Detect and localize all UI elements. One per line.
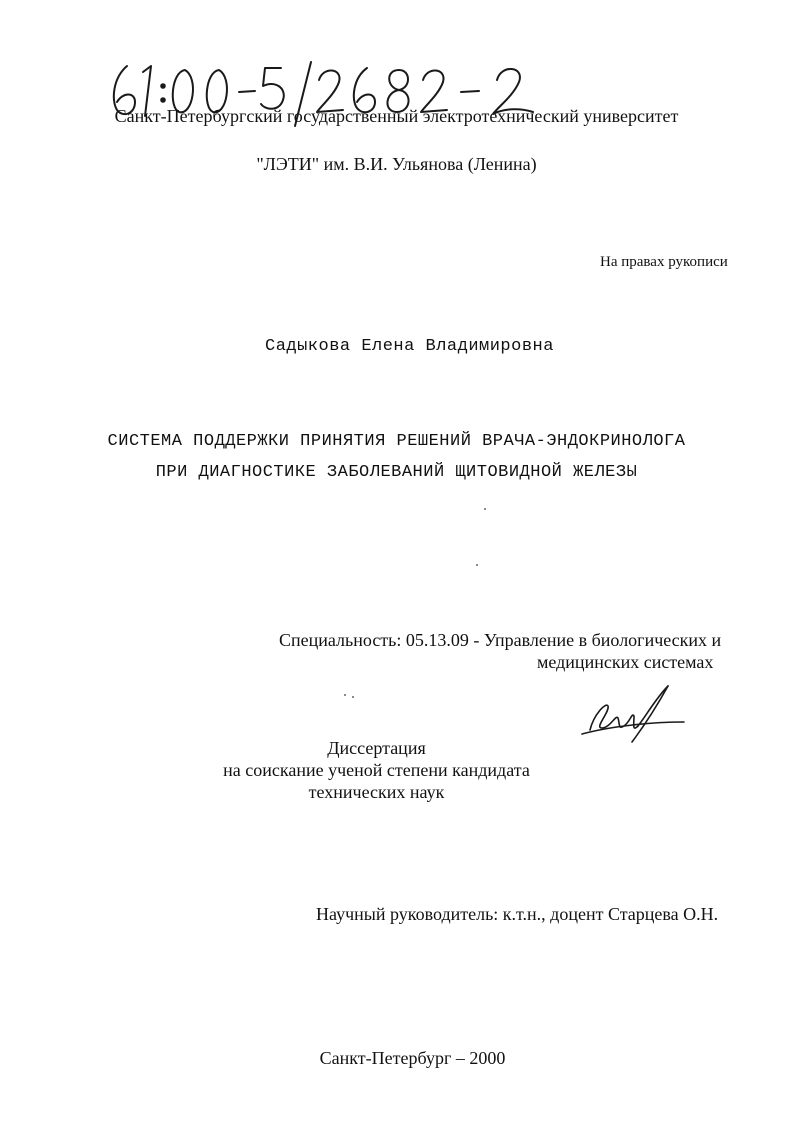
scan-speck bbox=[344, 694, 346, 696]
city-year: Санкт-Петербург – 2000 bbox=[319, 1048, 506, 1068]
title-line-1: СИСТЕМА ПОДДЕРЖКИ ПРИНЯТИЯ РЕШЕНИЙ ВРАЧА-ЭНДОКРИНОЛОГА bbox=[107, 432, 686, 451]
specialty-line-2: медицинских системах bbox=[537, 652, 714, 672]
specialty-line-1: Специальность: 05.13.09 - Управление в биологических и bbox=[279, 630, 722, 650]
dissertation-line-1: Диссертация bbox=[327, 738, 426, 758]
author-name: Садыкова Елена Владимировна bbox=[265, 337, 554, 356]
rights-note: На правах рукописи bbox=[600, 254, 728, 270]
scan-speck bbox=[352, 696, 354, 698]
dissertation-line-2: на соискание ученой степени кандидата bbox=[223, 760, 530, 780]
university-name: "ЛЭТИ" им. В.И. Ульянова (Ленина) bbox=[256, 154, 537, 174]
university-line: Санкт-Петербургский государственный электротехнический университет bbox=[114, 106, 679, 126]
supervisor: Научный руководитель: к.т.н., доцент Старцева О.Н. bbox=[316, 904, 719, 924]
scan-speck bbox=[476, 564, 478, 566]
scan-speck bbox=[484, 508, 486, 510]
dissertation-line-3: технических наук bbox=[308, 782, 445, 802]
title-line-2: ПРИ ДИАГНОСТИКЕ ЗАБОЛЕВАНИЙ ЩИТОВИДНОЙ ЖЕЛЕЗЫ bbox=[155, 463, 638, 482]
